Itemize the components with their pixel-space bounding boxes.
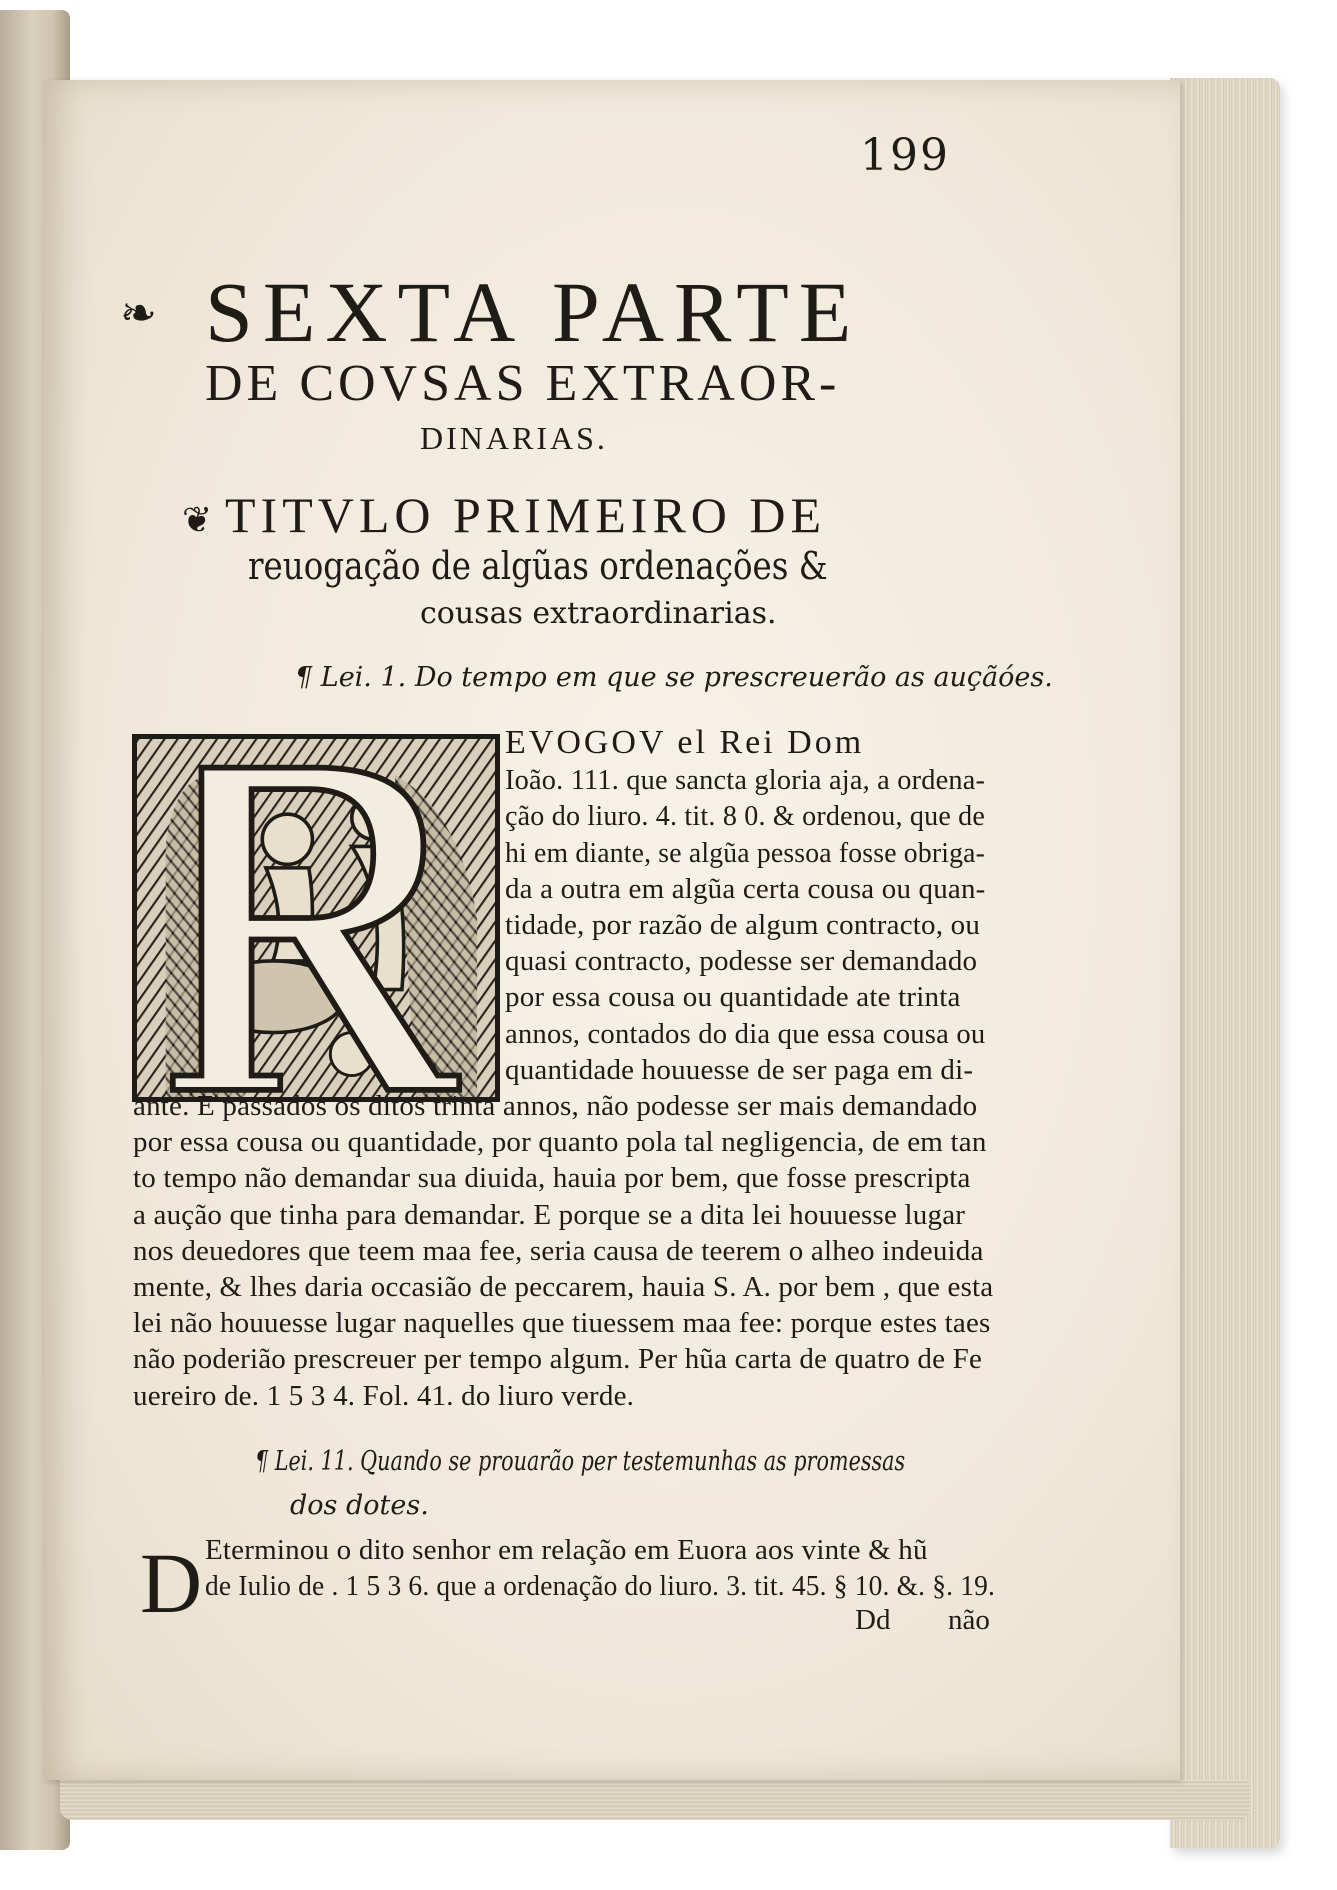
text-line: por essa cousa ou quantidade, por quanto pola tal negligencia, de em tan [133,1126,987,1159]
text-line: por essa cousa ou quantidade ate trinta [505,981,961,1014]
text-line: Eterminou o dito senhor em relação em Euora aos vinte & hũ [205,1534,928,1566]
catchword: não [948,1604,990,1636]
text-line: hi em diante, se algũa pessoa fosse obriga- [505,836,986,869]
part-subtitle-end: DINARIAS. [420,420,608,456]
text-line: quasi contracto, podesse ser demandado [505,945,978,978]
text-line: lei não houuesse lugar naquelles que tiuessem maa fee: porque estes taes [133,1307,991,1340]
text-line: nos deuedores que teem maa fee, seria causa de teerem o alheo indeuida [133,1234,984,1267]
text-line: a aução que tinha para demandar. E porque se a dita lei houuesse lugar [133,1198,966,1231]
text-line: não poderião prescreuer per tempo algum. Per hũa carta de quatro de Fe [133,1343,983,1376]
text-line: EVOGOV el Rei Dom [505,724,865,761]
text-line: uereiro de. 1 5 3 4. Fol. 41. do liuro verde. [133,1379,635,1412]
text-line: ante. E passados os ditos trinta annos, não podesse ser mais demandado [133,1090,978,1122]
woodcut-initial-r-icon [132,734,500,1102]
fleuron-icon: ❧ [120,288,157,339]
fleuron-icon: ❦ [182,500,213,541]
titulo-heading: TITVLO PRIMEIRO DE [225,487,827,543]
part-subtitle: DE COVSAS EXTRAOR- [205,355,841,412]
text-line: Ioão. 111. que sancta gloria aja, a ordena- [505,764,986,797]
text-line: ção do liuro. 4. tit. 8 0. & ordenou, que de [505,800,986,833]
bottom-edge [60,1780,1250,1820]
text-line: de Iulio de . 1 5 3 6. que a ordenação do liuro. 3. tit. 45. § 10. &. §. 19. [205,1570,996,1602]
titulo-subheading: reuogação de algũas ordenações & [248,544,828,588]
signature-mark: Dd [855,1604,891,1636]
part-title: SEXTA PARTE [205,264,862,360]
lei1-rubric: ¶ Lei. 1. Do tempo em que se prescreuerão as auçãóes. [295,662,1053,693]
lei2-initial: D [140,1535,203,1631]
text-line: annos, contados do dia que essa cousa ou [505,1017,986,1050]
lei2-rubric-end: dos dotes. [290,1490,429,1521]
titulo-subheading-end: cousas extraordinarias. [420,596,777,631]
folio-number: 199 [860,130,950,181]
text-line: quantidade houuesse de ser paga em di- [505,1053,974,1086]
text-line: tidade, por razão de algum contracto, ou [505,909,981,941]
text-line: to tempo não demandar sua diuida, hauia por bem, que fosse prescripta [133,1162,971,1195]
lei2-rubric: ¶ Lei. 11. Quando se prouarão per testemunhas as promessas [255,1446,906,1477]
text-line: da a outra em algũa certa cousa ou quan- [505,872,986,905]
fore-edge [1170,78,1280,1848]
text-line: mente, & lhes daria occasião de peccarem, hauia S. A. por bem , que esta [133,1271,994,1303]
